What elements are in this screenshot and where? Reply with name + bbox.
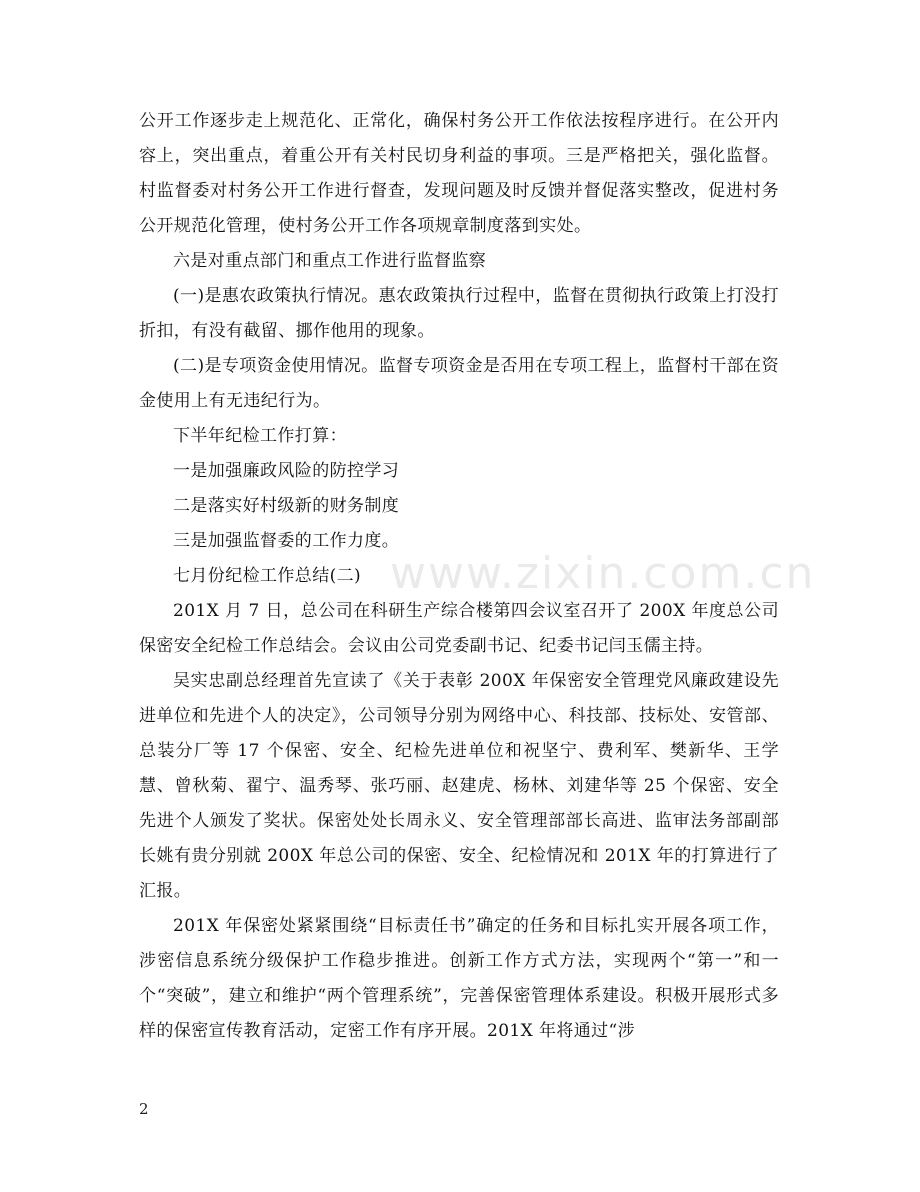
paragraph-plan-heading: 下半年纪检工作打算： xyxy=(173,426,347,446)
paragraph-plan-three: 三是加强监督委的工作力度。 xyxy=(173,531,400,551)
watermark: www.zixin.com.cn xyxy=(390,548,816,599)
paragraph-plan-one: 一是加强廉政风险的防控学习 xyxy=(173,461,400,481)
paragraph-item-one: (一)是惠农政策执行情况。惠农政策执行过程中，监督在贯彻执行政策上打没打折扣，有没有截留、挪作他用的现象。 xyxy=(139,286,779,341)
paragraph-continuation: 公开工作逐步走上规范化、正常化，确保村务公开工作依法按程序进行。在公开内容上，突出重点，着重公开有关村民切身利益的事项。三是严格把关，强化监督。村监督委对村务公开工作进行督查，发现问题及时反馈并督促落实整改，促进村务公开规范化管理，使村务公开工作各项规章制度落到实处。 xyxy=(139,111,779,236)
paragraph-secrecy-work: 201X 年保密处紧紧围绕“目标责任书”确定的任务和目标扎实开展各项工作，涉密信息系统分级保护工作稳步推进。创新工作方式方法，实现两个“第一”和一个“突破”，建立和维护“两个管理系统”，完善保密管理体系建设。积极开展形式多样的保密宣传教育活动，定密工作有序开展。201X 年将通过“涉 xyxy=(139,916,779,1041)
page-number: 2 xyxy=(139,1100,149,1118)
paragraph-item-two: (二)是专项资金使用情况。监督专项资金是否用在专项工程上，监督村干部在资金使用上有无违纪行为。 xyxy=(139,356,779,411)
paragraph-section-six-heading: 六是对重点部门和重点工作进行监督监察 xyxy=(173,251,487,271)
paragraph-summary-title: 七月份纪检工作总结(二) xyxy=(173,566,362,586)
paragraph-awards: 吴实忠副总经理首先宣读了《关于表彰 200X 年保密安全管理党风廉政建设先进单位和先进个人的决定》，公司领导分别为网络中心、科技部、技标处、安管部、总装分厂等 17 个保密、安全、纪检先进单位和祝坚宁、费利军、樊新华、王学慧、曾秋菊、翟宁、温秀琴、张巧丽、赵建虎、杨林、刘建华等 25 个保密、安全先进个人颁发了奖状。保密处处长周永义、安全管理部部长高进、监审法务部副部长姚有贵分别就 200X 年总公司的保密、安全、纪检情况和 201X 年的打算进行了汇报。 xyxy=(139,671,779,901)
paragraph-plan-two: 二是落实好村级新的财务制度 xyxy=(173,496,400,516)
paragraph-meeting-intro: 201X 月 7 日，总公司在科研生产综合楼第四会议室召开了 200X 年度总公司保密安全纪检工作总结会。会议由公司党委副书记、纪委书记闫玉儒主持。 xyxy=(139,601,779,656)
document-body xyxy=(139,104,779,1049)
